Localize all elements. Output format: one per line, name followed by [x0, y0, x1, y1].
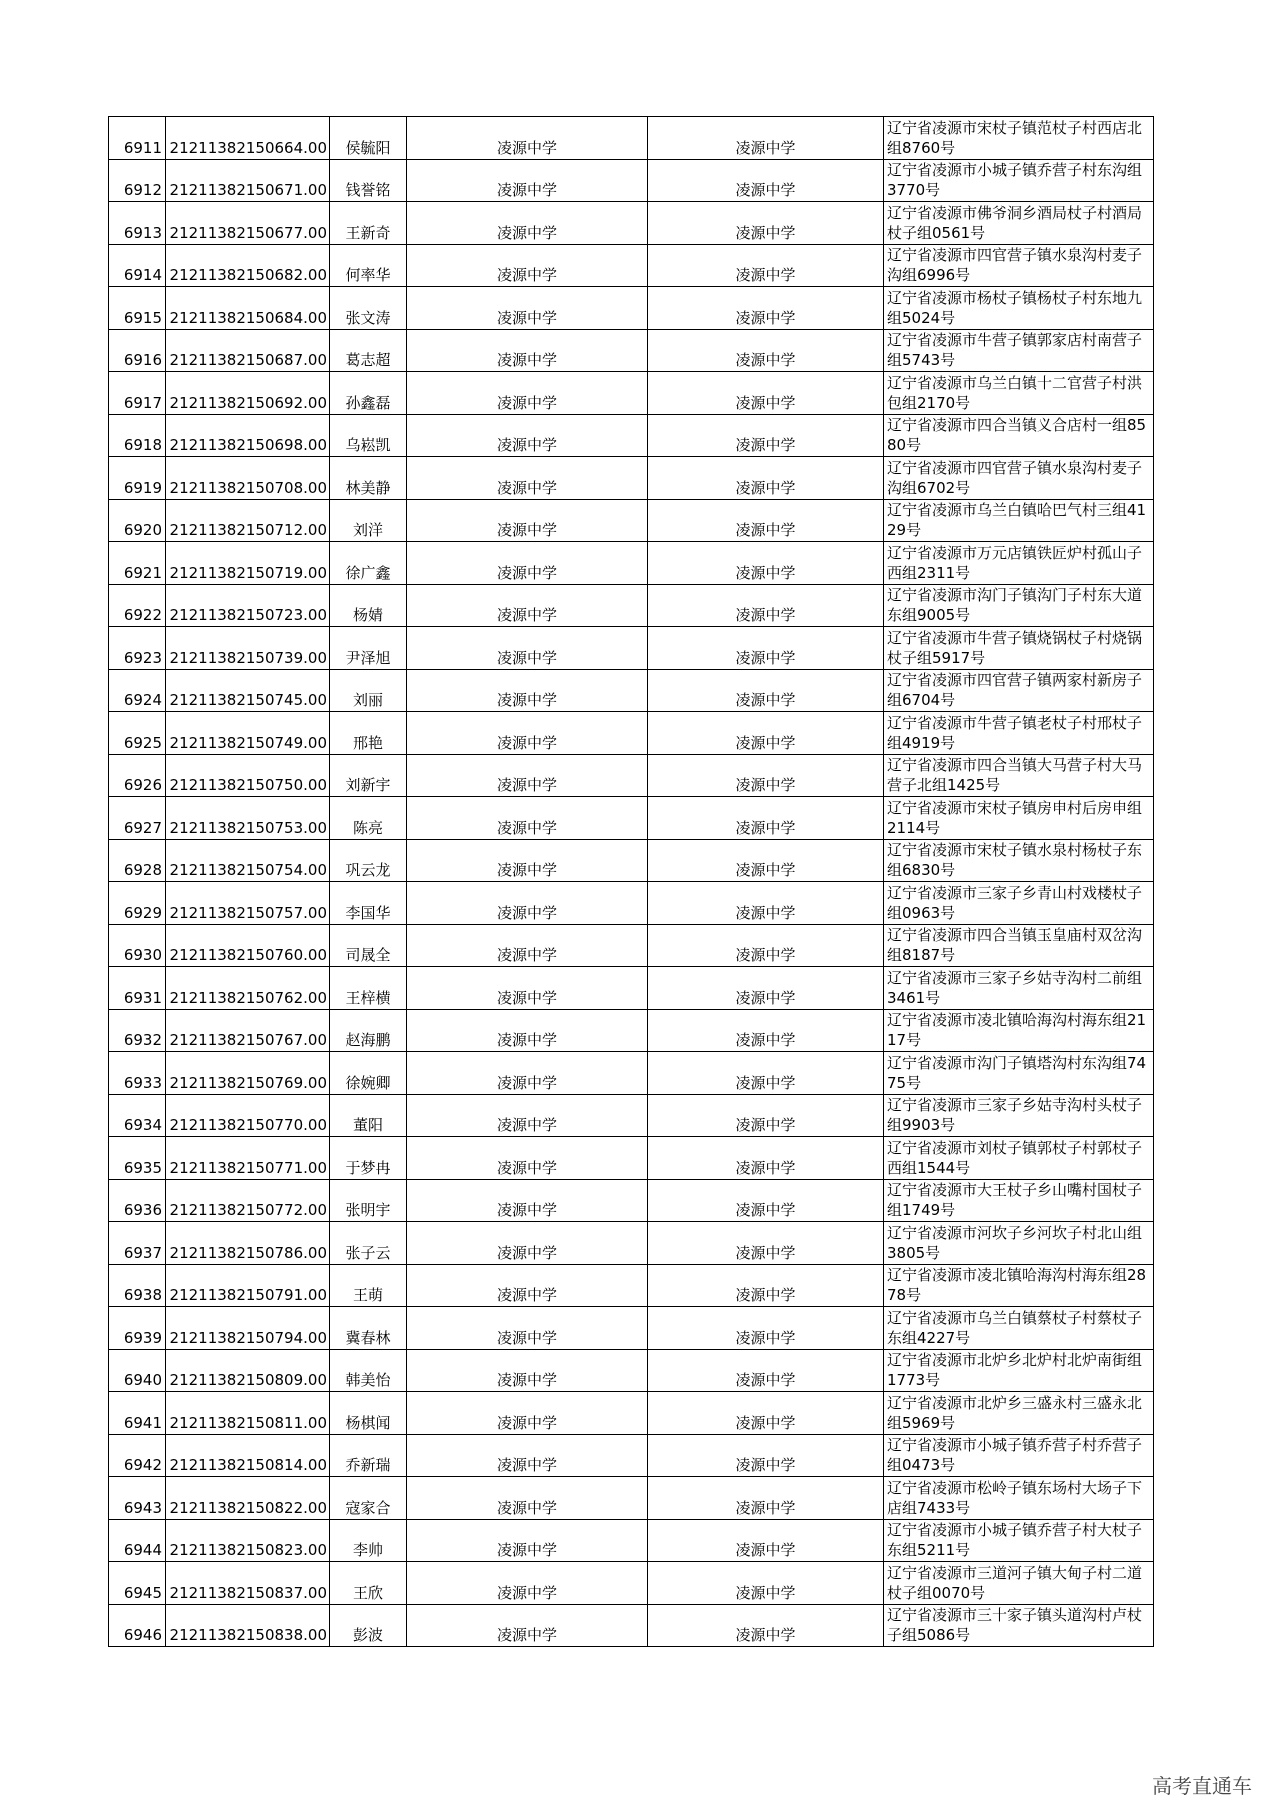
table-row	[109, 967, 1154, 1010]
exam-id-cell: 21211382150770.00	[166, 1094, 330, 1137]
admitted-school-cell: 凌源中学	[648, 414, 884, 457]
student-name-cell: 李帅	[330, 1519, 407, 1562]
school-cell: 凌源中学	[407, 1009, 648, 1052]
school-cell: 凌源中学	[407, 1392, 648, 1435]
row-index-cell: 6923	[109, 627, 166, 670]
exam-id-cell: 21211382150750.00	[166, 754, 330, 797]
row-index-cell: 6936	[109, 1179, 166, 1222]
address-cell: 辽宁省凌源市乌兰白镇哈巴气村三组4129号	[884, 499, 1154, 542]
table-row	[109, 542, 1154, 585]
table-row	[109, 754, 1154, 797]
row-index-cell: 6942	[109, 1434, 166, 1477]
student-name-cell: 乔新瑞	[330, 1434, 407, 1477]
student-name-cell: 张子云	[330, 1222, 407, 1265]
school-cell: 凌源中学	[407, 924, 648, 967]
school-cell: 凌源中学	[407, 1307, 648, 1350]
address-cell: 辽宁省凌源市河坎子乡河坎子村北山组3805号	[884, 1222, 1154, 1265]
student-name-cell: 孙鑫磊	[330, 372, 407, 415]
student-name-cell: 彭波	[330, 1604, 407, 1647]
student-name-cell: 刘丽	[330, 669, 407, 712]
address-cell: 辽宁省凌源市凌北镇哈海沟村海东组2117号	[884, 1009, 1154, 1052]
admitted-school-cell: 凌源中学	[648, 499, 884, 542]
admitted-school-cell: 凌源中学	[648, 1264, 884, 1307]
exam-id-cell: 21211382150837.00	[166, 1562, 330, 1605]
address-cell: 辽宁省凌源市三道河子镇大甸子村二道杖子组0070号	[884, 1562, 1154, 1605]
exam-id-cell: 21211382150723.00	[166, 584, 330, 627]
row-index-cell: 6922	[109, 584, 166, 627]
row-index-cell: 6929	[109, 882, 166, 925]
student-name-cell: 寇家合	[330, 1477, 407, 1520]
table-row	[109, 1434, 1154, 1477]
row-index-cell: 6931	[109, 967, 166, 1010]
row-index-cell: 6920	[109, 499, 166, 542]
address-cell: 辽宁省凌源市松岭子镇东场村大场子下店组7433号	[884, 1477, 1154, 1520]
student-name-cell: 侯毓阳	[330, 117, 407, 160]
admitted-school-cell: 凌源中学	[648, 924, 884, 967]
school-cell: 凌源中学	[407, 287, 648, 330]
admitted-school-cell: 凌源中学	[648, 159, 884, 202]
table-row	[109, 1477, 1154, 1520]
table-row	[109, 1562, 1154, 1605]
table-row	[109, 1222, 1154, 1265]
admitted-school-cell: 凌源中学	[648, 117, 884, 160]
address-cell: 辽宁省凌源市三家子乡青山村戏楼杖子组0963号	[884, 882, 1154, 925]
address-cell: 辽宁省凌源市凌北镇哈海沟村海东组2878号	[884, 1264, 1154, 1307]
school-cell: 凌源中学	[407, 882, 648, 925]
school-cell: 凌源中学	[407, 1052, 648, 1095]
school-cell: 凌源中学	[407, 797, 648, 840]
school-cell: 凌源中学	[407, 669, 648, 712]
exam-id-cell: 21211382150682.00	[166, 244, 330, 287]
admitted-school-cell: 凌源中学	[648, 754, 884, 797]
table-row	[109, 1604, 1154, 1647]
row-index-cell: 6944	[109, 1519, 166, 1562]
row-index-cell: 6941	[109, 1392, 166, 1435]
student-name-cell: 冀春林	[330, 1307, 407, 1350]
admitted-school-cell: 凌源中学	[648, 967, 884, 1010]
exam-id-cell: 21211382150749.00	[166, 712, 330, 755]
admitted-school-cell: 凌源中学	[648, 1179, 884, 1222]
exam-id-cell: 21211382150772.00	[166, 1179, 330, 1222]
student-name-cell: 王萌	[330, 1264, 407, 1307]
address-cell: 辽宁省凌源市四官营子镇两家村新房子组6704号	[884, 669, 1154, 712]
row-index-cell: 6939	[109, 1307, 166, 1350]
student-name-cell: 于梦冉	[330, 1137, 407, 1180]
admitted-school-cell: 凌源中学	[648, 1052, 884, 1095]
table-row	[109, 797, 1154, 840]
table-row	[109, 202, 1154, 245]
exam-id-cell: 21211382150823.00	[166, 1519, 330, 1562]
row-index-cell: 6917	[109, 372, 166, 415]
student-name-cell: 王欣	[330, 1562, 407, 1605]
exam-id-cell: 21211382150794.00	[166, 1307, 330, 1350]
exam-id-cell: 21211382150692.00	[166, 372, 330, 415]
exam-id-cell: 21211382150753.00	[166, 797, 330, 840]
admitted-school-cell: 凌源中学	[648, 797, 884, 840]
table-row	[109, 839, 1154, 882]
address-cell: 辽宁省凌源市三十家子镇头道沟村卢杖子组5086号	[884, 1604, 1154, 1647]
student-name-cell: 巩云龙	[330, 839, 407, 882]
address-cell: 辽宁省凌源市宋杖子镇房申村后房申组2114号	[884, 797, 1154, 840]
admitted-school-cell: 凌源中学	[648, 669, 884, 712]
row-index-cell: 6945	[109, 1562, 166, 1605]
admission-list-table	[108, 116, 1154, 1647]
student-name-cell: 邢艳	[330, 712, 407, 755]
exam-id-cell: 21211382150712.00	[166, 499, 330, 542]
admitted-school-cell: 凌源中学	[648, 244, 884, 287]
school-cell: 凌源中学	[407, 1264, 648, 1307]
address-cell: 辽宁省凌源市牛营子镇烧锅杖子村烧锅杖子组5917号	[884, 627, 1154, 670]
admitted-school-cell: 凌源中学	[648, 712, 884, 755]
exam-id-cell: 21211382150684.00	[166, 287, 330, 330]
student-name-cell: 李国华	[330, 882, 407, 925]
admitted-school-cell: 凌源中学	[648, 457, 884, 500]
exam-id-cell: 21211382150838.00	[166, 1604, 330, 1647]
school-cell: 凌源中学	[407, 372, 648, 415]
table-body	[109, 117, 1154, 1647]
admitted-school-cell: 凌源中学	[648, 329, 884, 372]
exam-id-cell: 21211382150719.00	[166, 542, 330, 585]
row-index-cell: 6913	[109, 202, 166, 245]
row-index-cell: 6934	[109, 1094, 166, 1137]
exam-id-cell: 21211382150771.00	[166, 1137, 330, 1180]
address-cell: 辽宁省凌源市万元店镇铁匠炉村孤山子西组2311号	[884, 542, 1154, 585]
student-name-cell: 徐婉卿	[330, 1052, 407, 1095]
address-cell: 辽宁省凌源市乌兰白镇十二官营子村洪包组2170号	[884, 372, 1154, 415]
student-name-cell: 韩美怡	[330, 1349, 407, 1392]
row-index-cell: 6918	[109, 414, 166, 457]
address-cell: 辽宁省凌源市宋杖子镇水泉村杨杖子东组6830号	[884, 839, 1154, 882]
admitted-school-cell: 凌源中学	[648, 1519, 884, 1562]
admitted-school-cell: 凌源中学	[648, 202, 884, 245]
address-cell: 辽宁省凌源市牛营子镇郭家店村南营子组5743号	[884, 329, 1154, 372]
school-cell: 凌源中学	[407, 414, 648, 457]
table-row	[109, 1264, 1154, 1307]
row-index-cell: 6916	[109, 329, 166, 372]
row-index-cell: 6925	[109, 712, 166, 755]
row-index-cell: 6940	[109, 1349, 166, 1392]
student-name-cell: 杨婧	[330, 584, 407, 627]
student-name-cell: 徐广鑫	[330, 542, 407, 585]
address-cell: 辽宁省凌源市杨杖子镇杨杖子村东地九组5024号	[884, 287, 1154, 330]
admitted-school-cell: 凌源中学	[648, 1094, 884, 1137]
school-cell: 凌源中学	[407, 967, 648, 1010]
row-index-cell: 6924	[109, 669, 166, 712]
address-cell: 辽宁省凌源市小城子镇乔营子村大杖子东组5211号	[884, 1519, 1154, 1562]
admitted-school-cell: 凌源中学	[648, 1477, 884, 1520]
admitted-school-cell: 凌源中学	[648, 1222, 884, 1265]
exam-id-cell: 21211382150664.00	[166, 117, 330, 160]
exam-id-cell: 21211382150760.00	[166, 924, 330, 967]
admitted-school-cell: 凌源中学	[648, 542, 884, 585]
table-row	[109, 669, 1154, 712]
exam-id-cell: 21211382150708.00	[166, 457, 330, 500]
address-cell: 辽宁省凌源市四官营子镇水泉沟村麦子沟组6702号	[884, 457, 1154, 500]
admitted-school-cell: 凌源中学	[648, 1604, 884, 1647]
row-index-cell: 6926	[109, 754, 166, 797]
exam-id-cell: 21211382150811.00	[166, 1392, 330, 1435]
school-cell: 凌源中学	[407, 159, 648, 202]
admitted-school-cell: 凌源中学	[648, 1349, 884, 1392]
exam-id-cell: 21211382150757.00	[166, 882, 330, 925]
school-cell: 凌源中学	[407, 1604, 648, 1647]
table-row	[109, 499, 1154, 542]
student-name-cell: 葛志超	[330, 329, 407, 372]
student-name-cell: 钱誉铭	[330, 159, 407, 202]
school-cell: 凌源中学	[407, 1349, 648, 1392]
address-cell: 辽宁省凌源市刘杖子镇郭杖子村郭杖子西组1544号	[884, 1137, 1154, 1180]
address-cell: 辽宁省凌源市小城子镇乔营子村东沟组3770号	[884, 159, 1154, 202]
school-cell: 凌源中学	[407, 627, 648, 670]
table-row	[109, 882, 1154, 925]
row-index-cell: 6911	[109, 117, 166, 160]
exam-id-cell: 21211382150698.00	[166, 414, 330, 457]
student-name-cell: 尹泽旭	[330, 627, 407, 670]
address-cell: 辽宁省凌源市北炉乡三盛永村三盛永北组5969号	[884, 1392, 1154, 1435]
admitted-school-cell: 凌源中学	[648, 287, 884, 330]
student-name-cell: 林美静	[330, 457, 407, 500]
address-cell: 辽宁省凌源市宋杖子镇范杖子村西店北组8760号	[884, 117, 1154, 160]
address-cell: 辽宁省凌源市乌兰白镇蔡杖子村蔡杖子东组4227号	[884, 1307, 1154, 1350]
student-name-cell: 刘新宇	[330, 754, 407, 797]
row-index-cell: 6921	[109, 542, 166, 585]
school-cell: 凌源中学	[407, 1562, 648, 1605]
address-cell: 辽宁省凌源市三家子乡姑寺沟村二前组3461号	[884, 967, 1154, 1010]
admitted-school-cell: 凌源中学	[648, 584, 884, 627]
admitted-school-cell: 凌源中学	[648, 372, 884, 415]
student-name-cell: 陈亮	[330, 797, 407, 840]
row-index-cell: 6932	[109, 1009, 166, 1052]
row-index-cell: 6914	[109, 244, 166, 287]
row-index-cell: 6946	[109, 1604, 166, 1647]
table-row	[109, 117, 1154, 160]
admitted-school-cell: 凌源中学	[648, 1434, 884, 1477]
address-cell: 辽宁省凌源市沟门子镇塔沟村东沟组7475号	[884, 1052, 1154, 1095]
address-cell: 辽宁省凌源市大王杖子乡山嘴村国杖子组1749号	[884, 1179, 1154, 1222]
table-row	[109, 329, 1154, 372]
row-index-cell: 6937	[109, 1222, 166, 1265]
table-row	[109, 1094, 1154, 1137]
student-name-cell: 王梓横	[330, 967, 407, 1010]
admitted-school-cell: 凌源中学	[648, 627, 884, 670]
row-index-cell: 6933	[109, 1052, 166, 1095]
admitted-school-cell: 凌源中学	[648, 882, 884, 925]
row-index-cell: 6919	[109, 457, 166, 500]
exam-id-cell: 21211382150769.00	[166, 1052, 330, 1095]
school-cell: 凌源中学	[407, 754, 648, 797]
admitted-school-cell: 凌源中学	[648, 839, 884, 882]
table-row	[109, 1519, 1154, 1562]
exam-id-cell: 21211382150687.00	[166, 329, 330, 372]
table-row	[109, 712, 1154, 755]
row-index-cell: 6915	[109, 287, 166, 330]
table-row	[109, 1392, 1154, 1435]
student-name-cell: 乌崧凯	[330, 414, 407, 457]
table-row	[109, 1137, 1154, 1180]
row-index-cell: 6927	[109, 797, 166, 840]
address-cell: 辽宁省凌源市四官营子镇水泉沟村麦子沟组6996号	[884, 244, 1154, 287]
student-name-cell: 司晟全	[330, 924, 407, 967]
school-cell: 凌源中学	[407, 117, 648, 160]
student-name-cell: 何率华	[330, 244, 407, 287]
table-row	[109, 584, 1154, 627]
address-cell: 辽宁省凌源市四合当镇义合店村一组8580号	[884, 414, 1154, 457]
row-index-cell: 6935	[109, 1137, 166, 1180]
admitted-school-cell: 凌源中学	[648, 1307, 884, 1350]
table-row	[109, 1052, 1154, 1095]
table-row	[109, 627, 1154, 670]
row-index-cell: 6943	[109, 1477, 166, 1520]
watermark-text: 高考直通车	[1152, 1774, 1252, 1798]
school-cell: 凌源中学	[407, 499, 648, 542]
student-name-cell: 杨棋闻	[330, 1392, 407, 1435]
exam-id-cell: 21211382150739.00	[166, 627, 330, 670]
student-name-cell: 董阳	[330, 1094, 407, 1137]
address-cell: 辽宁省凌源市四合当镇玉皇庙村双岔沟组8187号	[884, 924, 1154, 967]
exam-id-cell: 21211382150791.00	[166, 1264, 330, 1307]
school-cell: 凌源中学	[407, 244, 648, 287]
table-row	[109, 244, 1154, 287]
address-cell: 辽宁省凌源市四合当镇大马营子村大马营子北组1425号	[884, 754, 1154, 797]
exam-id-cell: 21211382150671.00	[166, 159, 330, 202]
school-cell: 凌源中学	[407, 1222, 648, 1265]
exam-id-cell: 21211382150767.00	[166, 1009, 330, 1052]
exam-id-cell: 21211382150809.00	[166, 1349, 330, 1392]
table-row	[109, 1179, 1154, 1222]
school-cell: 凌源中学	[407, 584, 648, 627]
address-cell: 辽宁省凌源市沟门子镇沟门子村东大道东组9005号	[884, 584, 1154, 627]
table-row	[109, 287, 1154, 330]
address-cell: 辽宁省凌源市三家子乡姑寺沟村头杖子组9903号	[884, 1094, 1154, 1137]
row-index-cell: 6930	[109, 924, 166, 967]
school-cell: 凌源中学	[407, 329, 648, 372]
table-row	[109, 924, 1154, 967]
table-row	[109, 1349, 1154, 1392]
school-cell: 凌源中学	[407, 1137, 648, 1180]
exam-id-cell: 21211382150814.00	[166, 1434, 330, 1477]
table-row	[109, 457, 1154, 500]
student-name-cell: 刘洋	[330, 499, 407, 542]
school-cell: 凌源中学	[407, 1434, 648, 1477]
address-cell: 辽宁省凌源市北炉乡北炉村北炉南街组1773号	[884, 1349, 1154, 1392]
school-cell: 凌源中学	[407, 202, 648, 245]
school-cell: 凌源中学	[407, 1477, 648, 1520]
admitted-school-cell: 凌源中学	[648, 1392, 884, 1435]
school-cell: 凌源中学	[407, 1179, 648, 1222]
address-cell: 辽宁省凌源市牛营子镇老杖子村邢杖子组4919号	[884, 712, 1154, 755]
school-cell: 凌源中学	[407, 712, 648, 755]
row-index-cell: 6938	[109, 1264, 166, 1307]
admitted-school-cell: 凌源中学	[648, 1009, 884, 1052]
exam-id-cell: 21211382150677.00	[166, 202, 330, 245]
student-name-cell: 张文涛	[330, 287, 407, 330]
row-index-cell: 6928	[109, 839, 166, 882]
table-row	[109, 372, 1154, 415]
school-cell: 凌源中学	[407, 542, 648, 585]
exam-id-cell: 21211382150786.00	[166, 1222, 330, 1265]
student-name-cell: 张明宇	[330, 1179, 407, 1222]
school-cell: 凌源中学	[407, 457, 648, 500]
admitted-school-cell: 凌源中学	[648, 1137, 884, 1180]
school-cell: 凌源中学	[407, 1519, 648, 1562]
table-row	[109, 1307, 1154, 1350]
student-name-cell: 赵海鹏	[330, 1009, 407, 1052]
address-cell: 辽宁省凌源市小城子镇乔营子村乔营子组0473号	[884, 1434, 1154, 1477]
row-index-cell: 6912	[109, 159, 166, 202]
admitted-school-cell: 凌源中学	[648, 1562, 884, 1605]
exam-id-cell: 21211382150745.00	[166, 669, 330, 712]
table-row	[109, 159, 1154, 202]
exam-id-cell: 21211382150822.00	[166, 1477, 330, 1520]
school-cell: 凌源中学	[407, 1094, 648, 1137]
table-row	[109, 414, 1154, 457]
exam-id-cell: 21211382150754.00	[166, 839, 330, 882]
school-cell: 凌源中学	[407, 839, 648, 882]
table-row	[109, 1009, 1154, 1052]
address-cell: 辽宁省凌源市佛爷洞乡酒局杖子村酒局杖子组0561号	[884, 202, 1154, 245]
student-name-cell: 王新奇	[330, 202, 407, 245]
exam-id-cell: 21211382150762.00	[166, 967, 330, 1010]
